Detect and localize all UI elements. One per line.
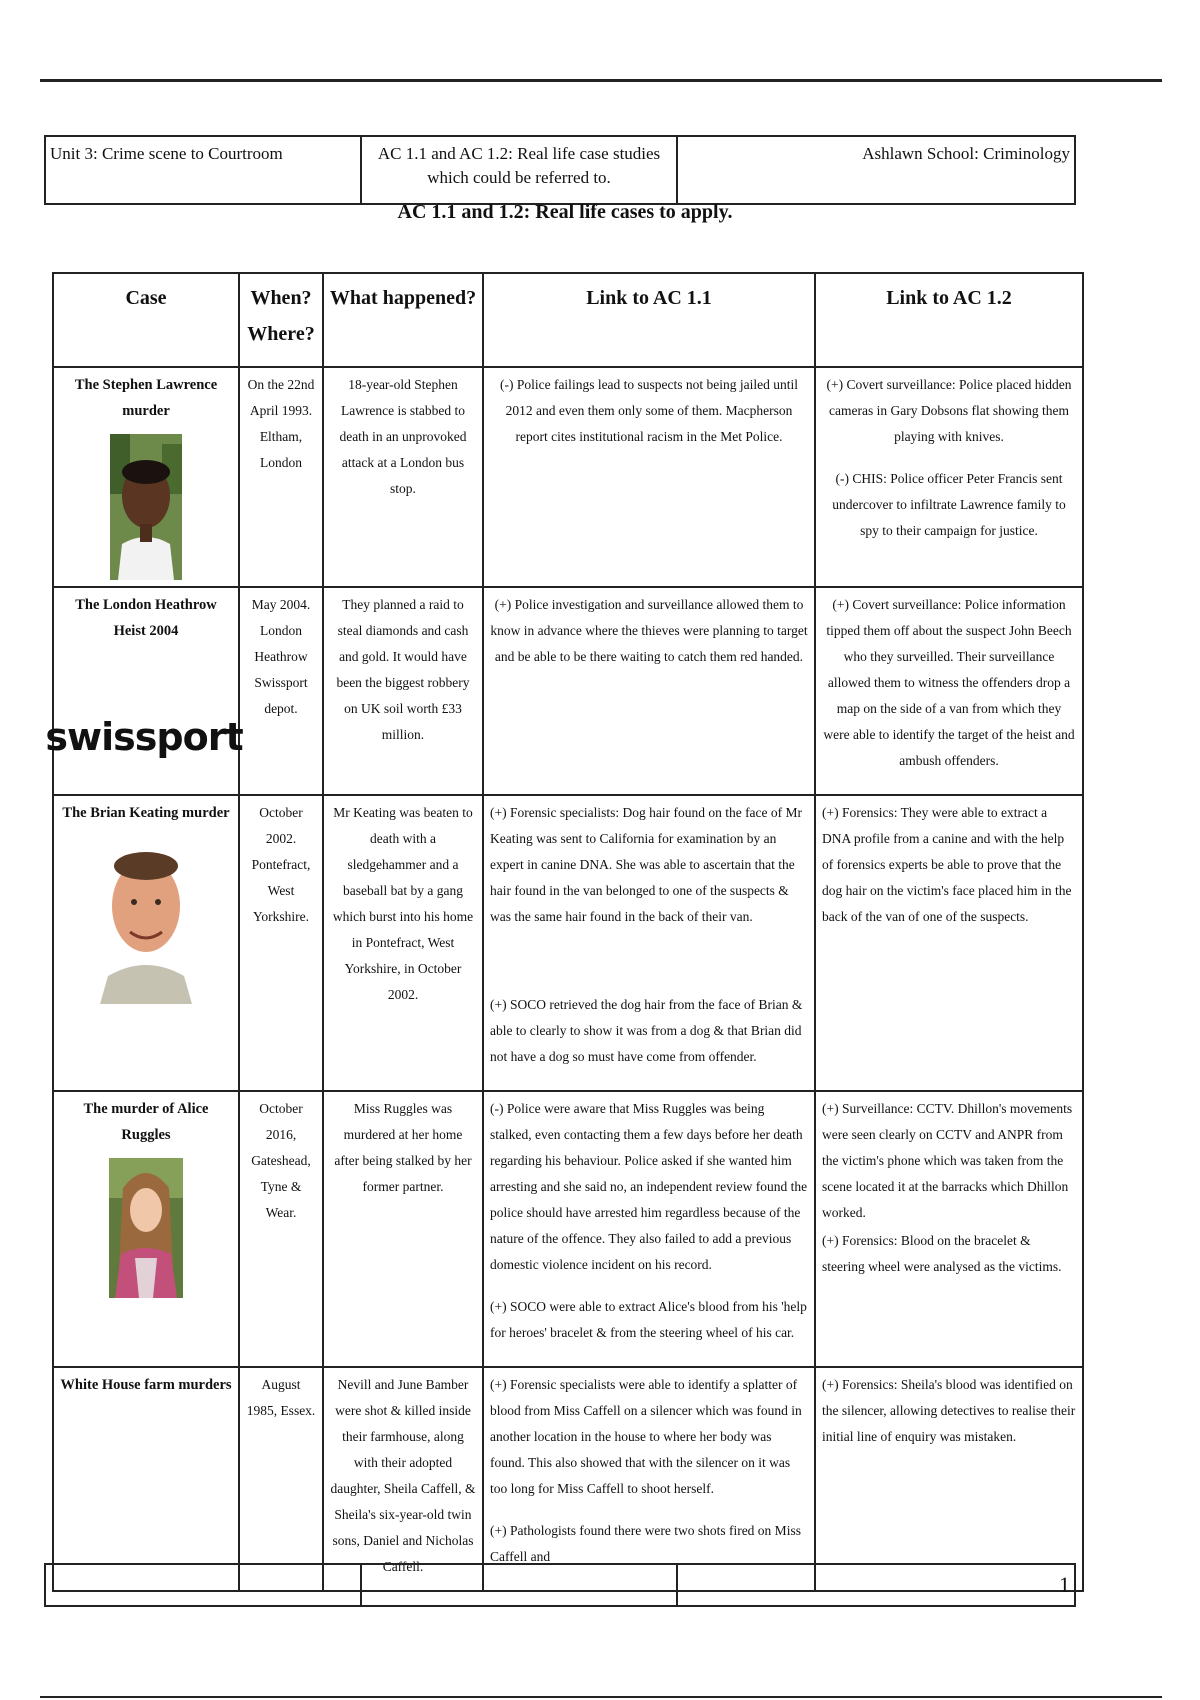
- victim-photo: [110, 434, 182, 580]
- victim-photo: [100, 836, 192, 1004]
- col-header-when: When? Where?: [239, 273, 323, 367]
- bottom-rule: [40, 1696, 1162, 1698]
- ac12-point: (+) Covert surveillance: Police information tipped them off about the suspect John Beech who they surveilled. Their surveillance allowed them to witness the offenders drop a map on the side of a van from which they were able to identify the target of the heist and ambush offenders.: [823, 597, 1075, 768]
- case-ac11: [483, 587, 815, 795]
- ac11-point: (+) Police investigation and surveillance allowed them to know in advance where the thieves were planning to target and be able to be there waiting to catch them red handed.: [490, 597, 808, 664]
- case-ac11: [483, 367, 815, 587]
- header-topic: AC 1.1 and AC 1.2: Real life case studies which could be referred to.: [361, 136, 677, 204]
- case-what: Mr Keating was beaten to death with a sledgehammer and a baseball bat by a gang which burst into his home in Pontefract, West Yorkshire, in October 2002.: [323, 795, 483, 1091]
- ac11-point: (-) Police were aware that Miss Ruggles was being stalked, even contacting them a few days before her death regarding his behaviour. Police asked if she wanted him arresting and she said no, an independent review found the police should have arrested him regardless because of the nature of the offence. They also failed to add a previous domestic violence incident on his record.: [490, 1101, 808, 1272]
- case-what: Nevill and June Bamber were shot & killed inside their farmhouse, along with their adopted daughter, Sheila Caffell, & Sheila's six-year-old twin sons, Daniel and Nicholas Caffell.: [323, 1367, 483, 1591]
- table-row: [53, 1367, 1083, 1591]
- case-when: October 2002. Pontefract, West Yorkshire.: [239, 795, 323, 1091]
- case-ac12: [815, 1367, 1083, 1591]
- footer-cell-middle: [361, 1564, 677, 1606]
- ac11-point: (-) Police failings lead to suspects not being jailed until 2012 and even them only some of them. Macpherson report cites institutional racism in the Met Police.: [499, 377, 799, 444]
- case-when: May 2004. London Heathrow Swissport depot.: [239, 587, 323, 795]
- case-ac11: [483, 795, 815, 1091]
- victim-photo: [109, 1158, 183, 1298]
- case-what: 18-year-old Stephen Lawrence is stabbed to death in an unprovoked attack at a London bus stop.: [323, 367, 483, 587]
- ac12-point: (+) Forensics: Blood on the bracelet & steering wheel were analysed as the victims.: [822, 1233, 1062, 1274]
- case-ac12: [815, 587, 1083, 795]
- ac11-point: (+) Forensic specialists were able to identify a splatter of blood from Miss Caffell on a silencer which was found in another location in the house to where her body was found. This also showed that with the silencer on it was too long for Miss Caffell to shoot herself.: [490, 1377, 802, 1496]
- case-name: The London Heathrow Heist 2004: [75, 597, 217, 639]
- case-what: They planned a raid to steal diamonds and cash and gold. It would have been the biggest robbery on UK soil worth £33 million.: [323, 587, 483, 795]
- ac11-point: (+) Forensic specialists: Dog hair found on the face of Mr Keating was sent to California for examination by an expert in canine DNA. She was able to ascertain that the hair found in the van belonged to one of the suspects & was the same hair found in the back of their van.: [490, 805, 803, 924]
- ac12-point: (+) Forensics: Sheila's blood was identified on the silencer, allowing detectives to realise their initial line of enquiry was mistaken.: [822, 1377, 1076, 1444]
- col-header-ac11: Link to AC 1.1: [483, 273, 815, 367]
- table-row: [53, 367, 1083, 587]
- case-name: The Brian Keating murder: [62, 805, 230, 821]
- ac11-point: (+) SOCO retrieved the dog hair from the face of Brian & able to clearly to show it was from a dog & that Brian did not have a dog so must have come from offender.: [490, 997, 803, 1064]
- table-row: [53, 795, 1083, 1091]
- top-rule: [40, 79, 1162, 82]
- case-when: On the 22nd April 1993. Eltham, London: [239, 367, 323, 587]
- ac12-point: (+) Surveillance: CCTV. Dhillon's movements were seen clearly on CCTV and ANPR from the victim's phone which was taken from the scene located it at the barracks which Dhillon worked.: [822, 1101, 1073, 1220]
- ac11-point: (+) SOCO were able to extract Alice's blood from his 'help for heroes' bracelet & from the steering wheel of his car.: [490, 1299, 807, 1340]
- ac12-point: (+) Forensics: They were able to extract a DNA profile from a canine and with the help of forensics experts be able to prove that the dog hair on the victim's face placed him in the back of the van of one of the suspects.: [822, 805, 1072, 924]
- case-ac12: [815, 367, 1083, 587]
- case-ac12: [815, 795, 1083, 1091]
- cases-table: [45, 272, 1084, 1592]
- header-unit: Unit 3: Crime scene to Courtroom: [45, 136, 361, 204]
- case-ac12: [815, 1091, 1083, 1367]
- footer-cell-left: [45, 1564, 361, 1606]
- document-header: [44, 135, 1076, 205]
- col-header-ac12: Link to AC 1.2: [815, 273, 1083, 367]
- ac12-point: (+) Covert surveillance: Police placed hidden cameras in Gary Dobsons flat showing them playing with knives.: [826, 377, 1072, 444]
- case-ac11: [483, 1367, 815, 1591]
- case-name: The Stephen Lawrence murder: [74, 377, 218, 419]
- table-row: [53, 1091, 1083, 1367]
- case-name: The murder of Alice Ruggles: [83, 1101, 209, 1143]
- case-when: August 1985, Essex.: [239, 1367, 323, 1591]
- document-footer: [44, 1563, 1076, 1607]
- ac12-point: (-) CHIS: Police officer Peter Francis sent undercover to infiltrate Lawrence family to spy to their campaign for justice.: [832, 471, 1066, 538]
- case-what: Miss Ruggles was murdered at her home after being stalked by her former partner.: [323, 1091, 483, 1367]
- ac11-point: (+) Pathologists found there were two shots fired on Miss Caffell and: [490, 1523, 801, 1564]
- col-header-what: What happened?: [323, 273, 483, 367]
- page-number: 1: [677, 1564, 1075, 1606]
- case-ac11: [483, 1091, 815, 1367]
- page-title: AC 1.1 and 1.2: Real life cases to apply.: [397, 201, 733, 223]
- table-row: [53, 587, 1083, 795]
- case-name: White House farm murders: [53, 1367, 239, 1591]
- swissport-logo: [45, 714, 243, 760]
- case-when: October 2016, Gateshead, Tyne & Wear.: [239, 1091, 323, 1367]
- table-header-row: [53, 273, 1083, 367]
- header-school: Ashlawn School: Criminology: [677, 136, 1075, 204]
- logo-wordmark: swissport: [45, 715, 243, 759]
- col-header-case: Case: [53, 273, 239, 367]
